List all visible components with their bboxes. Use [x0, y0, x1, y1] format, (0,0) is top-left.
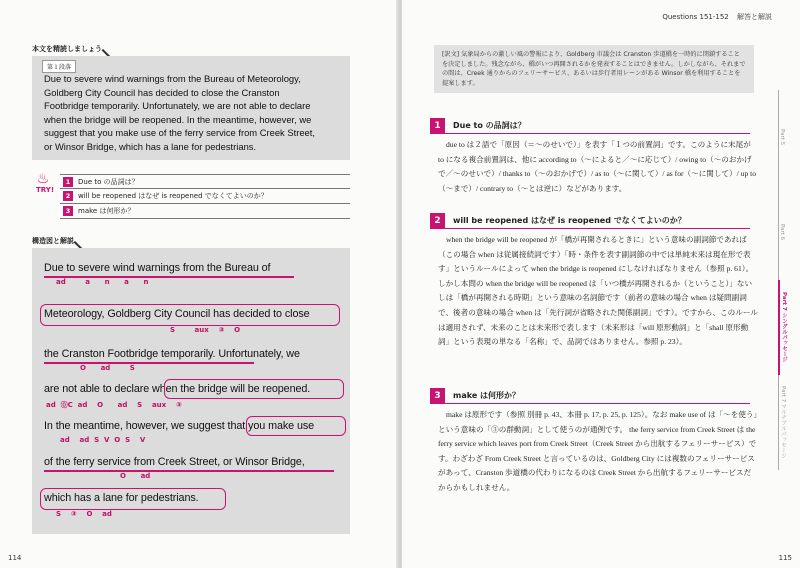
answer-title: will be reopened はなぜ is reopened でなくてよいのか？: [453, 216, 686, 225]
question-number: 1: [63, 177, 73, 187]
answer-title: make は何形か？: [453, 391, 521, 400]
grammar-marks: S aux ③ O: [170, 326, 241, 334]
passage-line: Footbridge temporarily. Unfortunately, we are not able to declare: [44, 100, 311, 112]
question-text: will be reopened はなぜ is reopened でなくてよいのか？: [78, 192, 268, 200]
answer-heading: [430, 213, 750, 229]
question-text: Due to の品詞は？: [78, 177, 139, 186]
analysis-line: Meteorology, Goldberg City Council has decided to close: [44, 308, 310, 320]
analysis-line: of the ferry service from Creek Street, or Winsor Bridge,: [44, 456, 305, 468]
translation-box: [訳文] 気象局からの激しい風の警報により、Goldberg 市議会は Cranston 歩道橋を一時的に閉鎖することを決定しました。残念ながら、橋がいつ再開されるかを発表することはできません。しかしながら、それまでの間は、Creek 通りからのフェリーサービス、あるいは歩行者用レーンがある Winsor 橋を利用することを提案します。: [434, 45, 754, 93]
passage-line: or Winsor Bridge, which has a lane for pedestrians.: [44, 140, 257, 152]
side-tabs: [778, 90, 800, 470]
answer-body: when the bridge will be reopened が「橋が再開されるときに」という意味の副詞節であれば（この場合 when は従属接続詞です）「時・条件を表す副詞節の中では単純未来は現在形で表す」というルールによって when the bridge is reopened にしなければなりません（参照 p. 61）。しかし本問の when the bridge will be reopened は「いつ橋が再開されるか（ということ）」ないしは「橋が再開される時期」という意味の名詞節です（前者の意味の場合 when は疑問副詞で、後者の意味の場合 when は「先行詞が省略された関係副詞」です）。ですから、このルールは適用されず、未来のことは未来形で表します（未来形は「will 原形動詞」と「shall 原形動詞」という表現の単なる「名称」で、品詞ではありません。参照 p. 23）。: [438, 235, 758, 347]
question-row: [60, 189, 350, 204]
passage-text: [44, 72, 348, 154]
side-tab-part7-single[interactable]: Part 7 シングルパッセージ: [778, 280, 788, 375]
grammar-marks: ad ad S V O S V: [60, 436, 146, 444]
passage-line: Due to severe wind warnings from the Bureau of Meteorology,: [44, 73, 301, 84]
analysis-line: are not able to declare when the bridge will be reopened.: [44, 383, 311, 395]
side-tab-part7-multiple[interactable]: Part 7 マルチプルパッセージ: [778, 375, 787, 470]
underline: [44, 470, 334, 472]
passage-line: when the bridge will be reopened. In the meantime, however, we: [44, 113, 312, 125]
answer-number: 2: [430, 213, 445, 228]
try-label: TRY!: [36, 186, 55, 194]
side-tab-part6[interactable]: Part 6: [778, 185, 785, 280]
question-list: [60, 174, 350, 219]
page-number: 115: [778, 554, 792, 562]
answer-heading: [430, 388, 750, 404]
analysis-line: the Cranston Footbridge temporarily. Unfortunately, we: [44, 348, 300, 360]
answer-body: make は原形です（参照 別冊 p. 43、本冊 p. 17, p. 25, p. 125）。なお make use of は「〜を使う」という意味の「③の群動詞」として使うのが通例です。 the ferry service from Creek Street は the ferry service which leaves port from Creek Street（Creek Street から出航するフェリーサービス）です。わざわざ From Creek Street と言っているのは、Goldberg City には複数のフェリーサービスがあって、Cranston 歩道橋の代わりになるのは Creek Street から出航するフェリーサービスだからかもしれません。: [438, 410, 758, 492]
analysis-line: In the meantime, however, we suggest that you make use: [44, 420, 315, 432]
answer-heading: [430, 118, 750, 134]
clause-bracket: [40, 488, 226, 510]
left-page: [0, 0, 398, 568]
answer-title: Due to の品詞は？: [453, 121, 526, 130]
question-text: make は何形か？: [78, 207, 135, 215]
clause-bracket: [246, 416, 346, 436]
question-row: [60, 204, 350, 219]
section-title: 本文を精読しましょう: [32, 42, 102, 58]
paragraph-tag: 第１段落: [42, 60, 76, 73]
grammar-marks: ad ⓪C ad O ad S aux ③: [46, 401, 182, 409]
underline: [44, 362, 254, 364]
analysis-title: 構造図と解説: [32, 234, 74, 250]
grammar-marks: O ad S: [80, 364, 135, 372]
question-number: 3: [63, 206, 73, 216]
header-questions: Questions 151-152: [662, 13, 729, 21]
underline: [44, 276, 294, 278]
side-tab-part5[interactable]: Part 5: [778, 90, 785, 185]
grammar-marks: ad a n a n: [56, 278, 149, 286]
grammar-marks: S ③ O ad: [56, 510, 112, 518]
grammar-marks: O ad: [120, 472, 151, 480]
flame-icon: ♨: [36, 171, 50, 187]
page-number: 114: [8, 554, 22, 562]
analysis-line: Due to severe wind warnings from the Bureau of: [44, 262, 271, 274]
answer-number: 1: [430, 118, 445, 133]
passage-line: suggest that you make use of the ferry service from Creek Street,: [44, 127, 315, 139]
analysis-line: which has a lane for pedestrians.: [44, 492, 199, 504]
answer-number: 3: [430, 388, 445, 403]
question-row: [60, 174, 350, 189]
page-header: [656, 12, 772, 22]
passage-line: Goldberg City Council has decided to close the Cranston: [44, 86, 280, 98]
try-icon: [36, 171, 55, 194]
clause-bracket: [40, 304, 340, 326]
header-section: 解答と解説: [737, 13, 772, 21]
answer-body: due to は２語で「原因（＝〜のせいで）」を表す「１つの前置詞」です。このように末尾が to になる複合前置詞は、他に according to（〜によると／〜に応じて）/ owing to（〜のおかげで／〜のせいで）/ thanks to（〜のおかげで）/ as to（〜に関して）/ as for（〜に関して）/ up to（〜まで）/ contrary to（〜とは逆に）などがあります。: [438, 140, 757, 193]
clause-bracket: [164, 379, 344, 399]
right-page: [402, 0, 800, 568]
question-number: 2: [63, 191, 73, 201]
